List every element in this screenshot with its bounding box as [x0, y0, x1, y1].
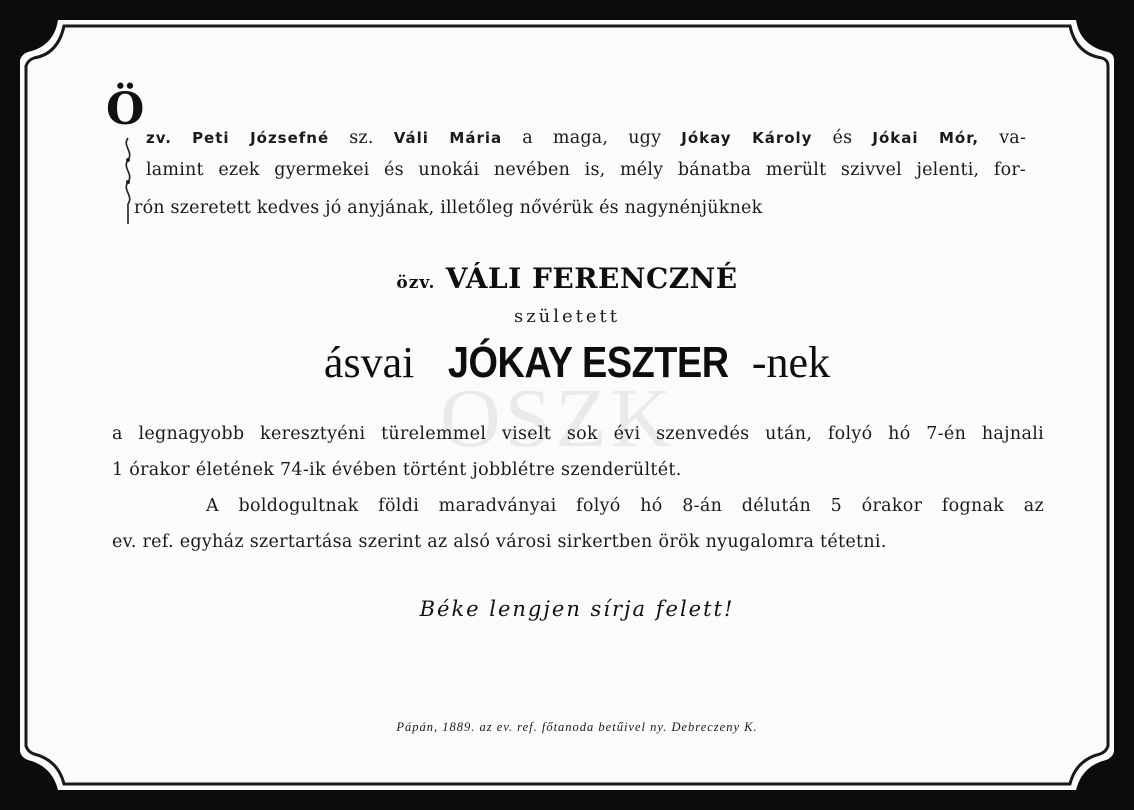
name-jokay-karoly: Jókay Károly — [681, 129, 813, 147]
deceased-prefix: özv. — [396, 273, 436, 293]
born-label: született — [513, 306, 621, 327]
intro-line-3: rón szeretett kedves jó anyjának, illetőleg nővérük és nagynénjüknek — [134, 198, 763, 218]
deceased-name: VÁLI FERENCZNÉ — [445, 262, 738, 295]
name-vali-maria: Váli Mária — [393, 129, 503, 147]
intro-mid-text: a maga, ugy — [522, 128, 662, 148]
intro-line-2: lamint ezek gyermekei és unokái nevében is, mély bánatba merült szivvel jelenti, for- — [146, 160, 1026, 180]
maiden-name: JÓKAY ESZTER — [448, 338, 730, 387]
deceased-name-heading — [0, 262, 1134, 295]
maiden-prefix: ásvai — [323, 338, 415, 387]
library-watermark: OSZK — [440, 372, 676, 465]
body-line-2: 1 órakor életének 74-ik évében történt jobblétre szenderültét. — [112, 460, 682, 480]
intro-line-1 — [146, 128, 1026, 148]
rest-in-peace-line: Béke lengjen sírja felett! — [419, 597, 735, 621]
intro-line-end: va- — [999, 128, 1027, 148]
body-line-4: ev. ref. egyház szertartása szerint az alsó városi sirkertben örök nyugalomra tétetni. — [112, 532, 887, 552]
ozv-abbrev: zv. — [146, 129, 172, 147]
sz-abbrev: sz. — [349, 128, 374, 148]
name-peti-jozsefne: Peti Józsefné — [192, 129, 330, 147]
maiden-suffix: -nek — [751, 338, 831, 387]
body-line-1: a legnagyobb keresztyéni türelemmel viselt sok évi szenvedés után, folyó hó 7-én hajnali — [112, 424, 1044, 444]
intro-conjunction: és — [832, 128, 853, 148]
printer-imprint: Pápán, 1889. az ev. ref. főtanoda betűivel ny. Debreczeny K. — [396, 720, 758, 734]
body-line-3: A boldogultnak földi maradványai folyó hó 8-án délután 5 órakor fognak az — [206, 496, 1044, 516]
name-jokai-mor: Jókai Mór, — [872, 129, 980, 147]
decorative-initial: Ö — [106, 84, 145, 135]
